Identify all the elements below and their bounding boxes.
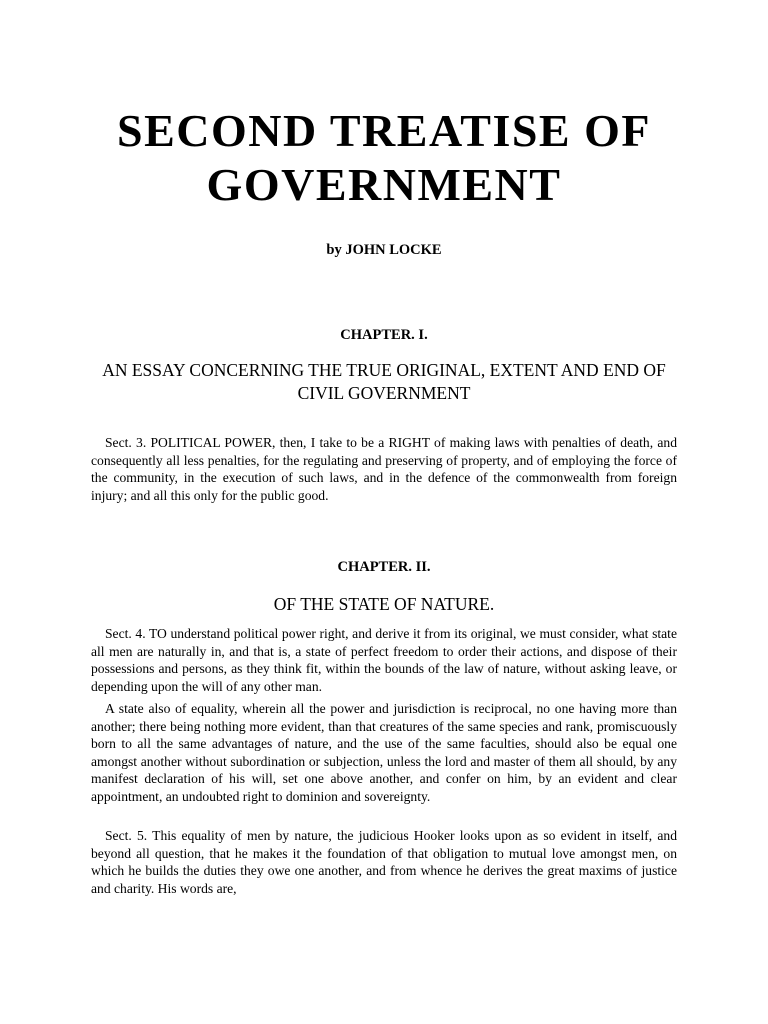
chapter-2-paragraph-3: Sect. 5. This equality of men by nature, the judicious Hooker looks upon as so evident in itself, and beyond all question, that he makes it the foundation of that obligation to mutual love amongst men, on which he builds the duties they owe one another, and from whence he derives the great maxims of justice and charity. His words are,: [91, 828, 677, 896]
chapter-1-paragraph-1: Sect. 3. POLITICAL POWER, then, I take to be a RIGHT of making laws with penalties of death, and consequently all less penalties, for the regulating and preserving of property, and of employing the force of the community, in the execution of such laws, and in the defence of the commonwealth from foreign injury; and all this only for the public good.: [91, 435, 677, 503]
chapter-1-heading: AN ESSAY CONCERNING THE TRUE ORIGINAL, EXTENT AND END OF CIVIL GOVERNMENT: [102, 360, 666, 403]
document-title: SECOND TREATISE OF GOVERNMENT: [117, 105, 651, 210]
chapter-1-number: CHAPTER. I.: [340, 327, 428, 343]
chapter-2-paragraph-2: A state also of equality, wherein all the power and jurisdiction is reciprocal, no one having more than another; there being nothing more evident, than that creatures of the same species and rank, promiscuously born to all the same advantages of nature, and the use of the same faculties, should also be equal one amongst another without subordination or subjection, unless the lord and master of them all should, by any manifest declaration of his will, set one above another, and confer on him, by an evident and clear appointment, an undoubted right to dominion and sovereignty.: [91, 701, 677, 804]
chapter-2-number: CHAPTER. II.: [337, 559, 431, 575]
chapter-2-paragraph-1: Sect. 4. TO understand political power right, and derive it from its original, we must consider, what state all men are naturally in, and that is, a state of perfect freedom to order their actions, and dispose of their possessions and persons, as they think fit, within the bounds of the law of nature, without asking leave, or depending upon the will of any other man.: [91, 626, 677, 694]
chapter-2-heading: OF THE STATE OF NATURE.: [273, 594, 495, 614]
author-byline: by JOHN LOCKE: [326, 242, 442, 258]
